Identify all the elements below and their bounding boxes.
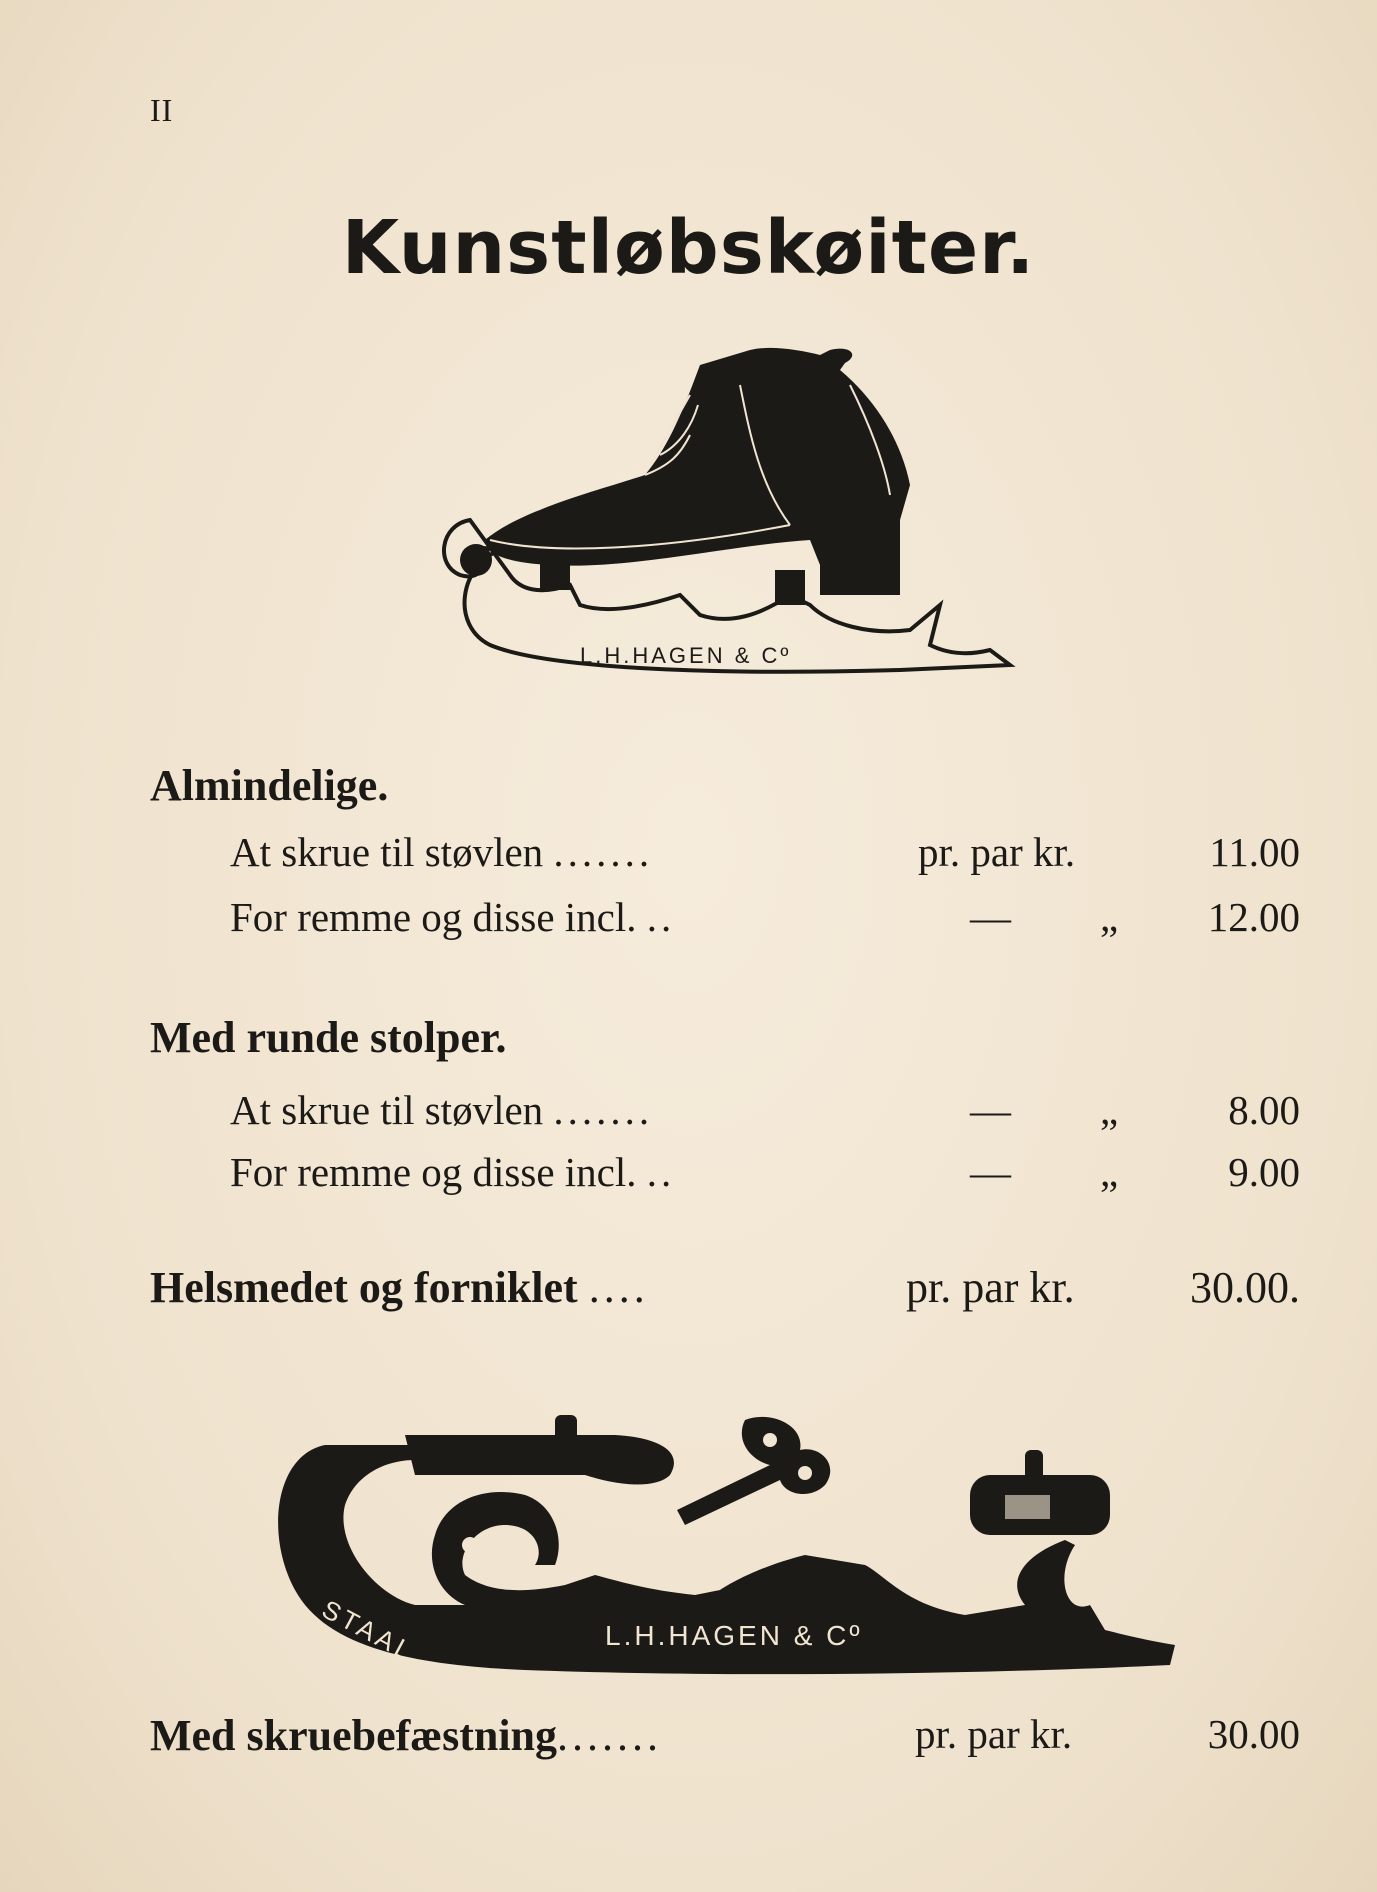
row-label: At skrue til støvlen ....... xyxy=(230,829,654,875)
price-row-skruebefaestning xyxy=(150,1710,1300,1765)
price-row xyxy=(230,1148,1300,1198)
row-price: 9.00 xyxy=(1228,1149,1300,1195)
ditto-mark: „ xyxy=(1100,1087,1119,1133)
blade-stamp-staal: STAAL xyxy=(317,1593,420,1668)
row-unit: pr. par kr. xyxy=(906,1263,1075,1312)
row-price: 8.00 xyxy=(1228,1087,1300,1133)
skate-blade-illustration xyxy=(265,1415,1185,1685)
row-label: For remme og disse incl. .. xyxy=(230,1149,676,1195)
price-row-helsmedet xyxy=(150,1262,1300,1317)
price-row xyxy=(230,828,1300,878)
ditto-mark: „ xyxy=(1100,894,1119,940)
ditto-dash: — xyxy=(970,1149,1011,1195)
row-price: 30.00 xyxy=(1207,1711,1300,1757)
row-price: 30.00. xyxy=(1190,1263,1300,1312)
boot-maker-stamp: L.H.HAGEN & Cº xyxy=(580,643,792,668)
row-label: Helsmedet og forniklet .... xyxy=(150,1263,649,1312)
price-row xyxy=(230,893,1300,943)
row-price: 12.00 xyxy=(1207,894,1300,940)
figure-skate-boot-illustration xyxy=(430,325,1020,700)
row-label: At skrue til støvlen ....... xyxy=(230,1087,654,1133)
row-price: 11.00 xyxy=(1209,829,1300,875)
row-label: For remme og disse incl. .. xyxy=(230,894,676,940)
section-heading-runde-stolper: Med runde stolper. xyxy=(150,1013,507,1062)
ditto-dash: — xyxy=(970,894,1011,940)
price-row xyxy=(230,1086,1300,1136)
row-unit: pr. par kr. xyxy=(915,1711,1073,1757)
page-number: II xyxy=(150,92,174,128)
ditto-mark: „ xyxy=(1100,1149,1119,1195)
blade-maker-stamp: L.H.HAGEN & Cº xyxy=(605,1620,863,1651)
ditto-dash: — xyxy=(970,1087,1011,1133)
section-heading-almindelige: Almindelige. xyxy=(150,761,389,810)
row-unit: pr. par kr. xyxy=(918,829,1076,875)
page-title: Kunstløbskøiter. xyxy=(341,205,1036,291)
row-label: Med skruebefæstning....... xyxy=(150,1711,663,1760)
